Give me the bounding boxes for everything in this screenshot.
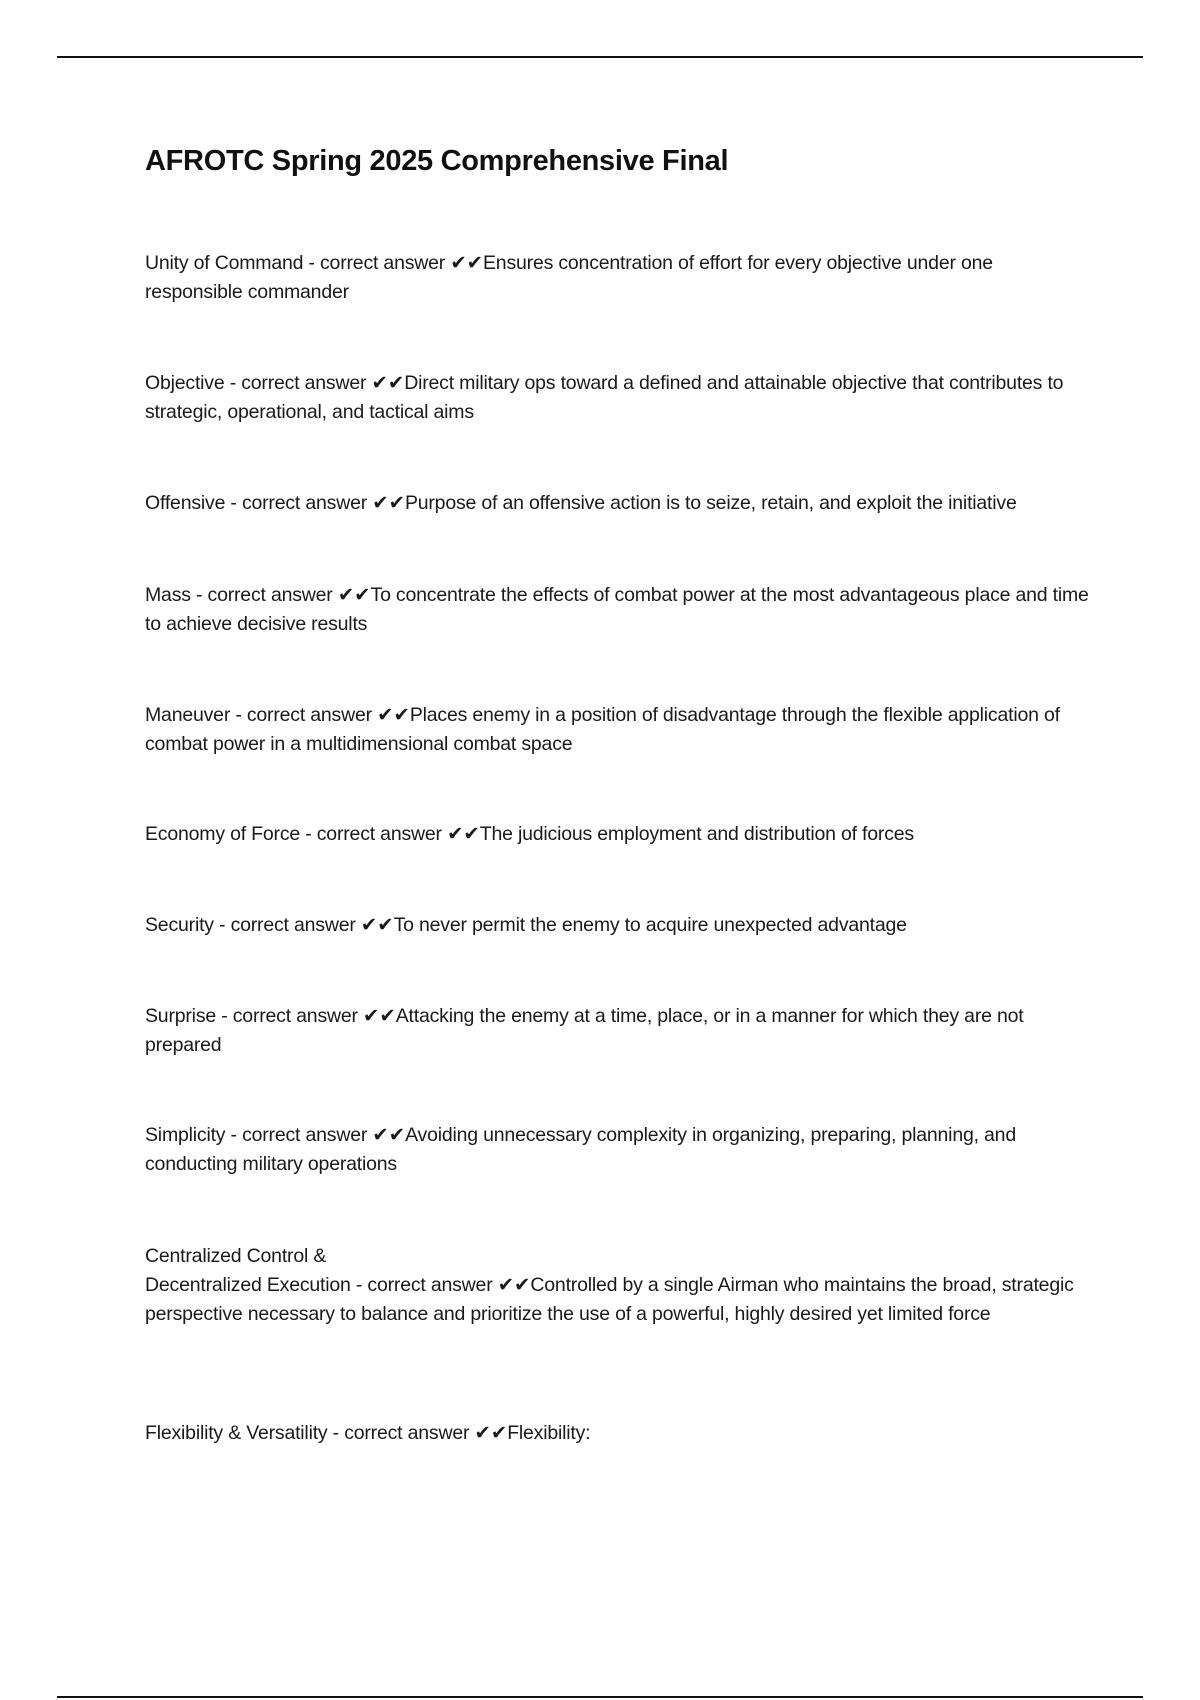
entry-term: Security <box>145 914 214 936</box>
entry-answer: The judicious employment and distribution of forces <box>479 823 914 845</box>
flashcard-entry <box>145 369 1095 427</box>
entry-answer: Attacking the enemy at a time, place, or in a manner for which they are not prepared <box>145 1005 1024 1056</box>
entry-term: Unity of Command <box>145 252 304 274</box>
flashcard-entry <box>145 820 1095 849</box>
entry-separator: - correct answer <box>225 492 373 514</box>
entry-answer: Avoiding unnecessary complexity in organizing, preparing, planning, and conducting military operations <box>145 1124 1016 1175</box>
entry-term: Flexibility & Versatility <box>145 1422 328 1444</box>
entry-separator: - correct answer <box>225 1124 373 1146</box>
flashcard-entry <box>145 911 1095 940</box>
entry-separator: - correct answer <box>216 1005 364 1027</box>
entry-answer: Direct military ops toward a defined and attainable objective that contributes to strategic, operational, and tactical aims <box>145 372 1064 423</box>
top-rule <box>57 56 1143 58</box>
bottom-rule <box>57 1696 1143 1698</box>
entry-separator: - correct answer <box>213 914 361 936</box>
flashcard-entry <box>145 1419 1095 1448</box>
entry-answer: Places enemy in a position of disadvantage through the flexible application of combat power in a multidimensional combat space <box>145 704 1060 755</box>
checkmark-icon: ✔✔ <box>450 252 483 274</box>
entry-answer: To never permit the enemy to acquire unexpected advantage <box>393 914 907 936</box>
flashcard-entry <box>145 1121 1095 1179</box>
flashcard-entry <box>145 489 1095 518</box>
entry-separator: - correct answer <box>327 1422 475 1444</box>
checkmark-icon: ✔✔ <box>360 914 394 936</box>
entry-separator: - correct answer <box>224 372 372 394</box>
document-title: AFROTC Spring 2025 Comprehensive Final <box>145 145 729 177</box>
flashcard-entry <box>145 581 1095 639</box>
checkmark-icon: ✔✔ <box>474 1422 508 1444</box>
flashcard-entry <box>145 1002 1095 1060</box>
entry-separator: - correct answer <box>230 704 378 726</box>
entry-term: Mass <box>145 584 191 606</box>
entry-answer: To concentrate the effects of combat power at the most advantageous place and time to achieve decisive results <box>145 584 1089 635</box>
entry-answer: Controlled by a single Airman who maintains the broad, strategic perspective necessary to balance and prioritize the use of a powerful, highly desired yet limited force <box>145 1274 1074 1325</box>
checkmark-icon: ✔✔ <box>377 704 410 726</box>
entry-term: Simplicity <box>145 1124 226 1146</box>
checkmark-icon: ✔✔ <box>447 823 480 845</box>
flashcard-entry <box>145 701 1095 759</box>
entry-separator: - correct answer <box>300 823 448 845</box>
entry-separator: - correct answer <box>190 584 338 606</box>
entry-term: Objective <box>145 372 225 394</box>
checkmark-icon: ✔✔ <box>371 372 405 394</box>
checkmark-icon: ✔✔ <box>372 1124 406 1146</box>
entry-separator: - correct answer <box>303 252 451 274</box>
checkmark-icon: ✔✔ <box>337 584 371 606</box>
checkmark-icon: ✔✔ <box>372 492 405 514</box>
entry-separator: - correct answer <box>350 1274 498 1296</box>
entry-term-line2: Decentralized Execution <box>145 1274 351 1296</box>
entry-term: Offensive <box>145 492 226 514</box>
entry-term-line1: Centralized Control & <box>145 1245 327 1267</box>
flashcard-entry <box>145 1242 1095 1329</box>
entry-term: Surprise <box>145 1005 217 1027</box>
entry-term: Economy of Force <box>145 823 301 845</box>
flashcard-entry <box>145 249 1095 307</box>
checkmark-icon: ✔✔ <box>363 1005 396 1027</box>
entry-answer: Flexibility: <box>507 1422 591 1444</box>
entry-answer: Purpose of an offensive action is to seize, retain, and exploit the initiative <box>404 492 1017 514</box>
entry-answer: Ensures concentration of effort for every objective under one responsible commander <box>145 252 993 303</box>
entry-term: Maneuver <box>145 704 231 726</box>
checkmark-icon: ✔✔ <box>497 1274 531 1296</box>
